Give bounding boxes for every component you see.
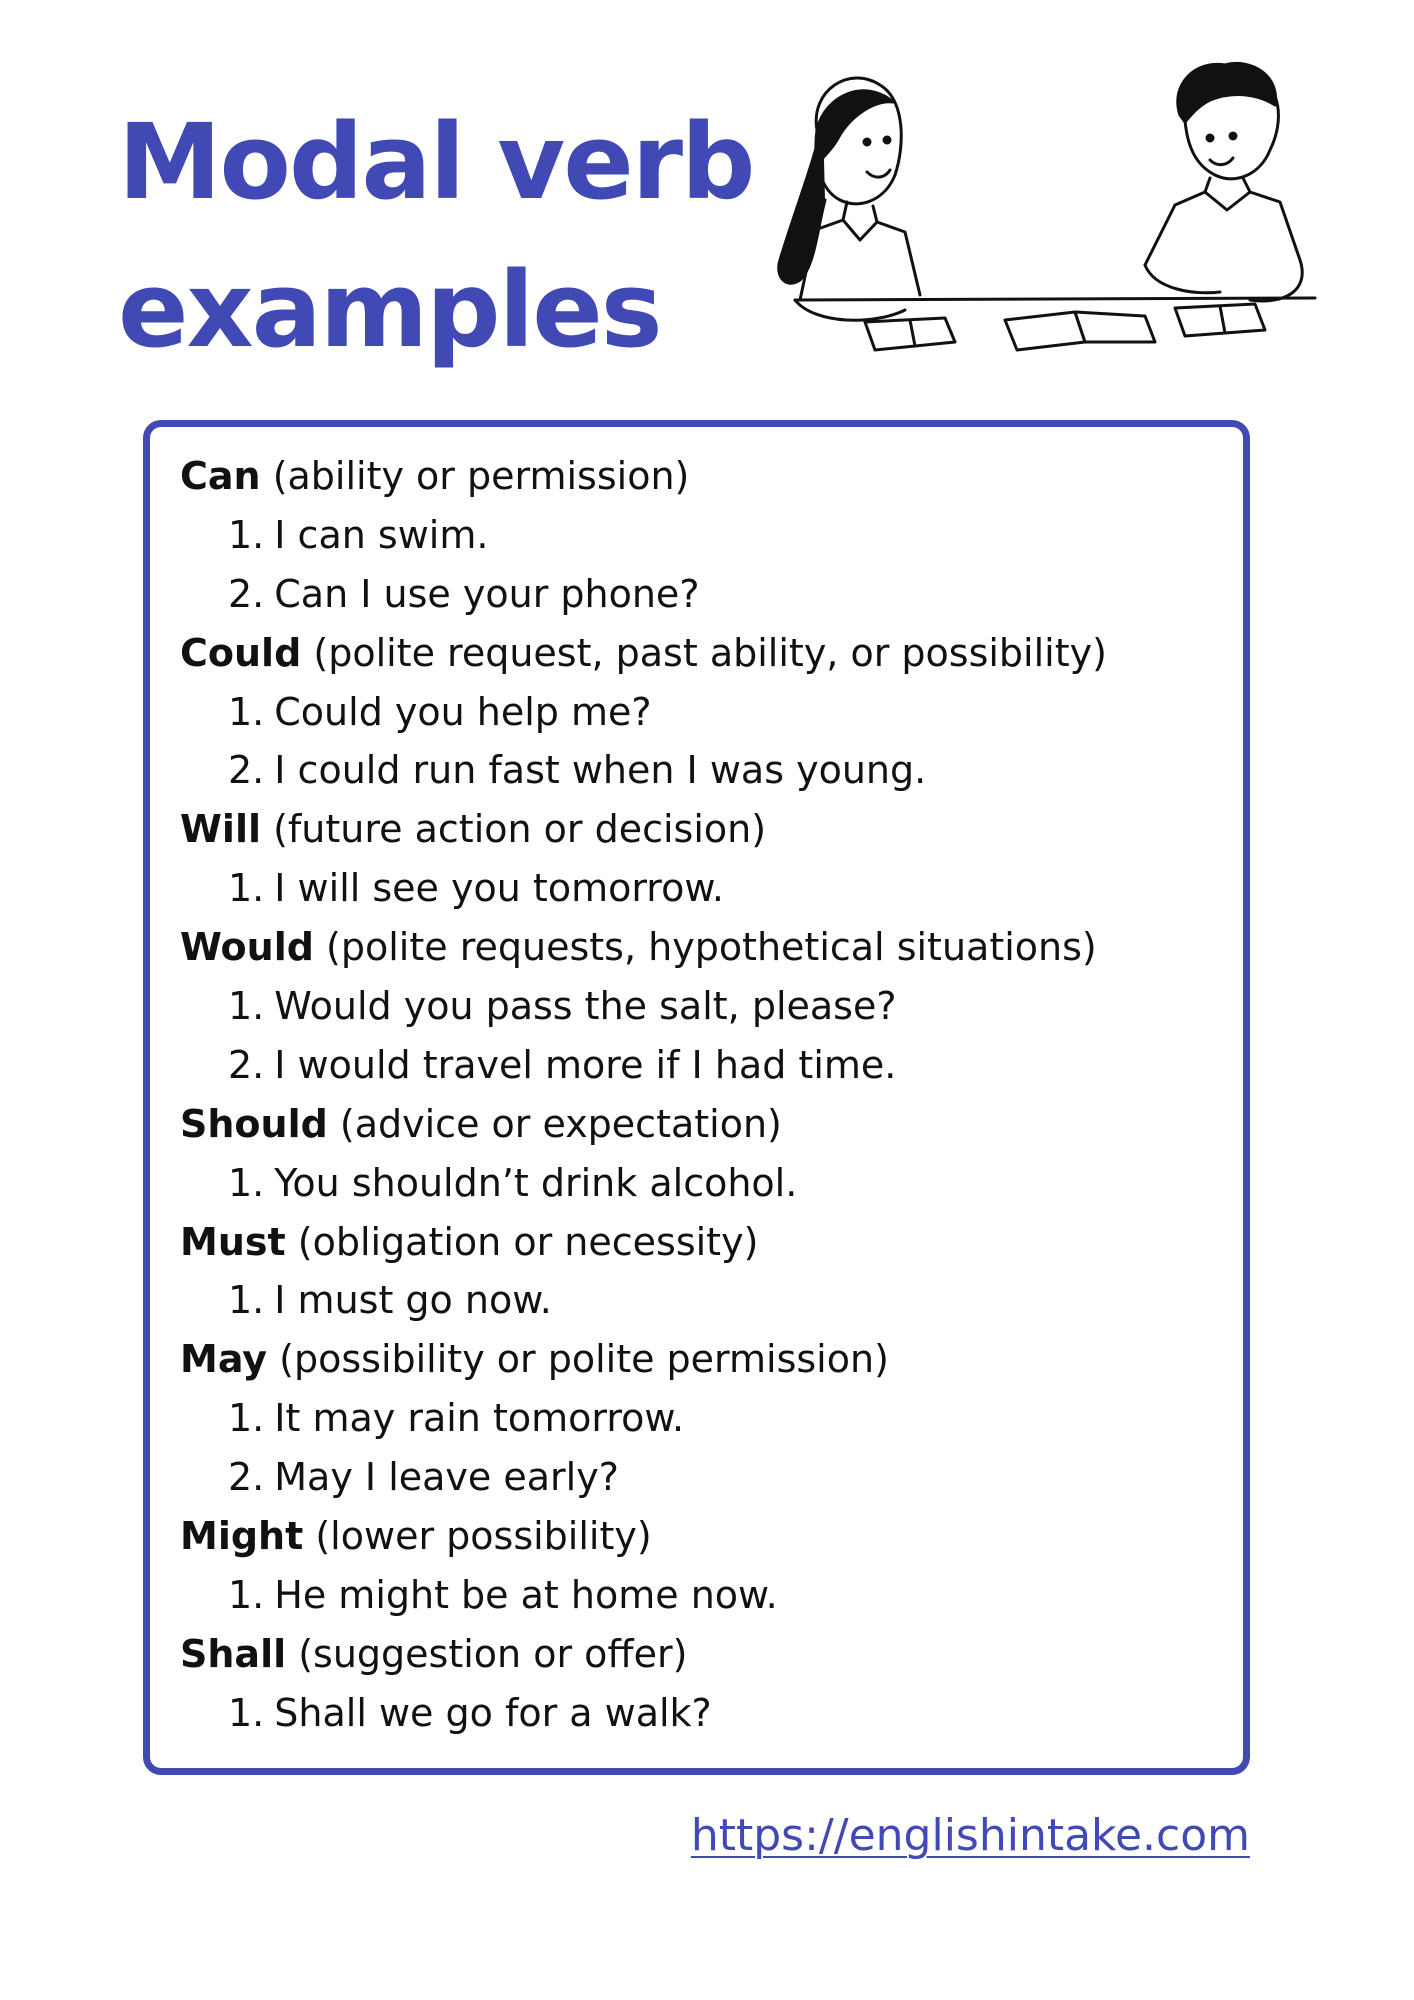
example-text: He might be at home now. [274,1572,778,1617]
girl-figure [779,78,955,350]
website-link[interactable]: https://englishintake.com [690,1810,1250,1861]
verb-name: May [180,1337,268,1382]
example-text: May I leave early? [274,1455,619,1500]
example-text: I would travel more if I had time. [274,1042,897,1087]
example-text: I could run fast when I was young. [274,748,927,793]
example-text: Can I use your phone? [274,571,700,616]
modal-verb-list [180,447,1223,1743]
title-line-1: Modal verb [118,101,754,223]
example-number: 1. [228,512,265,557]
verb-heading-must [180,1213,1223,1272]
verb-name: Can [180,454,261,498]
verb-name: Might [180,1514,304,1559]
example-sentence [180,565,1223,624]
example-number: 2. [228,571,265,616]
example-sentence [180,1684,1223,1743]
example-sentence [180,1389,1223,1448]
example-number: 1. [228,1160,265,1205]
verb-name: Would [180,925,314,970]
example-number: 1. [228,1572,265,1617]
example-text: Would you pass the salt, please? [274,984,897,1029]
verb-name: Must [180,1219,286,1264]
example-sentence [180,1154,1223,1213]
example-number: 2. [228,748,265,793]
verb-description: (future action or decision) [273,807,767,852]
verb-name: Shall [180,1631,287,1676]
example-text: It may rain tomorrow. [274,1396,685,1441]
verb-heading-could [180,624,1223,683]
example-number: 1. [228,866,265,911]
example-text: You shouldn’t drink alcohol. [274,1160,798,1205]
verb-description: (possibility or polite permission) [279,1337,889,1382]
title-line-2: examples [118,249,661,371]
verb-heading-might [180,1507,1223,1566]
example-number: 1. [228,1690,265,1735]
example-number: 1. [228,689,265,734]
verb-description: (lower possibility) [315,1514,652,1559]
students-illustration [755,60,1335,380]
example-sentence [180,1271,1223,1330]
examples-panel [143,420,1250,1775]
verb-heading-would [180,918,1223,977]
example-text: Shall we go for a walk? [274,1690,712,1735]
verb-heading-shall [180,1625,1223,1684]
example-text: I must go now. [274,1278,552,1323]
verb-heading-will [180,800,1223,859]
verb-heading-can [180,447,1223,506]
verb-heading-should [180,1095,1223,1154]
example-text: Could you help me? [274,689,652,734]
example-sentence [180,977,1223,1036]
open-book [1005,312,1155,350]
example-sentence [180,683,1223,742]
example-sentence [180,859,1223,918]
example-number: 1. [228,1396,265,1441]
verb-name: Will [180,807,261,852]
example-number: 1. [228,1278,265,1323]
verb-name: Could [180,630,302,675]
example-sentence [180,506,1223,565]
verb-description: (obligation or necessity) [297,1219,759,1264]
verb-description: (suggestion or offer) [298,1631,688,1676]
example-text: I will see you tomorrow. [274,866,724,911]
boy-figure [1145,63,1302,336]
verb-description: (ability or permission) [272,454,690,498]
example-number: 2. [228,1455,265,1500]
verb-description: (polite requests, hypothetical situations) [326,925,1097,970]
example-sentence [180,1448,1223,1507]
example-sentence [180,741,1223,800]
example-text: I can swim. [274,512,489,557]
verb-name: Should [180,1101,328,1146]
verb-heading-may [180,1330,1223,1389]
verb-description: (advice or expectation) [339,1101,782,1146]
example-sentence [180,1566,1223,1625]
verb-description: (polite request, past ability, or possibility) [313,630,1107,675]
example-sentence [180,1036,1223,1095]
page-title [118,88,753,384]
example-number: 2. [228,1042,265,1087]
example-number: 1. [228,984,265,1029]
